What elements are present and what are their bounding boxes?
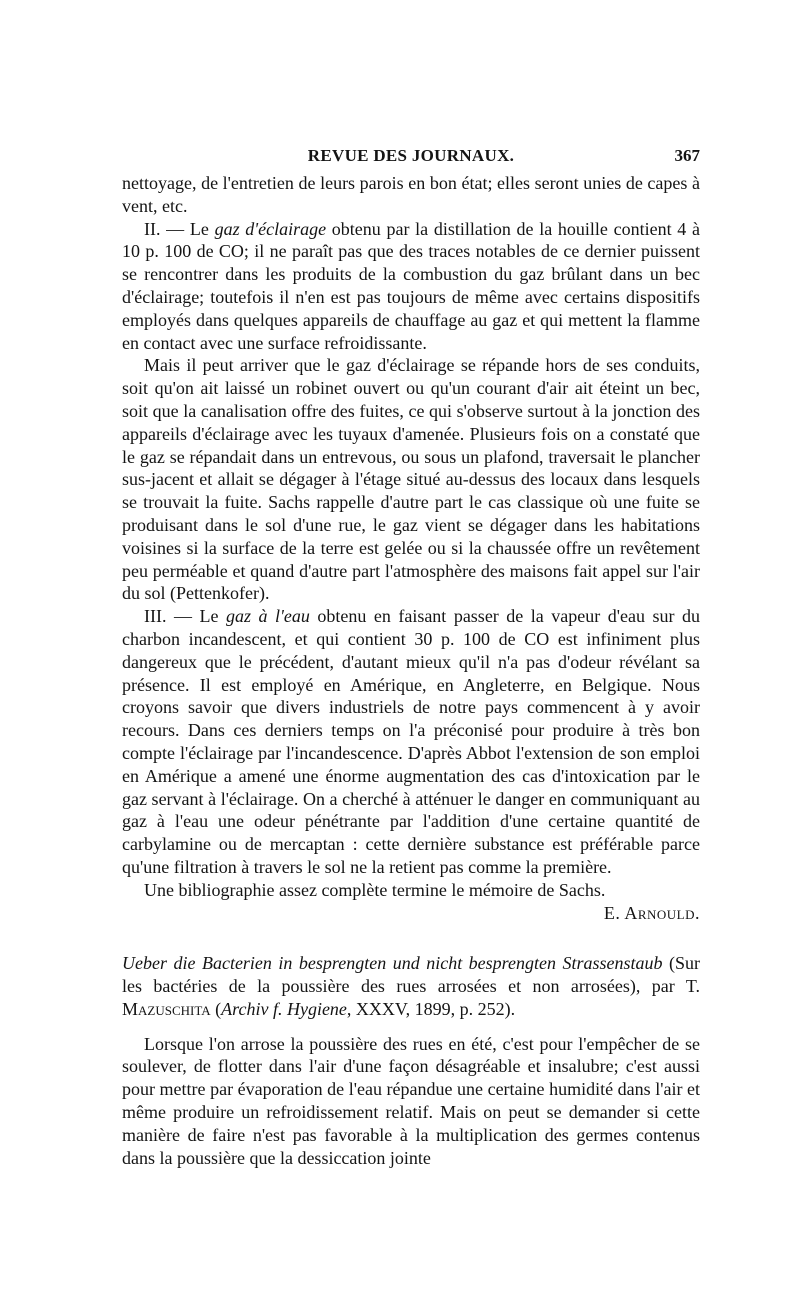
citation-details: , XXXV, 1899, p. 252). [346, 998, 516, 1019]
term-gaz-eclairage: gaz d'éclairage [214, 218, 327, 239]
paragraph-fuites: Mais il peut arriver que le gaz d'éclairage se répande hors de ses conduits, soit qu'on ait laissé un robinet ouvert ou qu'un courant d'air ait éteint un bec, soit que la canalisation offre des fuites, ce qui s'observe surtout à la jonction des appareils d'éclairage avec les tuyaux d'amenée. Plusieurs fois on a constaté que le gaz se répandait dans un entrevous, ou sous un plafond, traversait le plancher sus-jacent et allait se dégager à l'étage situé au-dessus des locaux dans lesquels se trouvait la fuite. Sachs rappelle d'autre part le cas classique où une fuite se produisant dans le sol d'une rue, le gaz vient se dégager dans les habitations voisines si la surface de la terre est gelée ou si la chaussée offre un revêtement peu perméable et quand d'autre part l'atmosphère des maisons fait appel sur l'air du sol (Pettenkofer). [122, 355, 700, 604]
paragraph-continuation: nettoyage, de l'entretien de leurs parois en bon état; elles seront unies de capes à vent, etc. [122, 173, 700, 216]
citation-open: ( [210, 998, 222, 1019]
paragraph-text: obtenu par la distillation de la houille contient 4 à 10 p. 100 de CO; il ne paraît pas que des traces notables de ce dernier puissent se rencontrer dans les produits de la combustion du gaz brûlant dans un bec d'éclairage; toutefois il n'en est pas toujours de même avec certains dispositifs employés dans quelques appareils de chauffage au gaz et qui mettent la flamme en contact avec une surface refroidissante. [122, 218, 700, 353]
page-number: 367 [674, 146, 700, 165]
article-author: Mazuschita [122, 998, 211, 1019]
running-header [122, 146, 700, 170]
journal-name: Archiv f. Hygiene [221, 998, 347, 1019]
article-title: Ueber die Bacterien in besprengten und nicht besprengten Strassenstaub [122, 953, 663, 974]
section-spacer [122, 924, 700, 952]
article-title-translation: (Sur les bactéries de la poussière des rues arrosées et non arrosées), par T. [122, 953, 700, 997]
paragraph-gaz-eau [122, 605, 700, 879]
paragraph-arrosage: Lorsque l'on arrose la poussière des rues en été, c'est pour l'empêcher de se soulever, de flotter dans l'air d'une façon désagréable et insalubre; c'est aussi pour mettre par évaporation de l'eau répandue une certaine humidité dans l'air et même produire un refroidissement relatif. Mais on peut se demander si cette manière de faire n'est pas favorable à la multiplication des germes contenus dans la poussière que la dessiccation jointe [122, 1033, 700, 1168]
author-signature: E. Arnould. [603, 902, 700, 923]
paragraph-text: obtenu en faisant passer de la vapeur d'eau sur du charbon incandescent, et qui contient 30 p. 100 de CO est infiniment plus dangereux que le précédent, d'autant mieux qu'il n'a pas d'odeur révélant sa présence. Il est employé en Amérique, en Angleterre, en Belgique. Nous croyons savoir que divers industriels de notre pays commencent à y avoir recours. Dans ces derniers temps on l'a préconisé pour produire à très bon compte l'éclairage par l'incandescence. D'après Abbot l'extension de son emploi en Amérique a amené une énorme augmentation des cas d'intoxication par le gaz servant à l'éclairage. On a cherché à atténuer le danger en communiquant au gaz à l'eau une odeur pénétrante par l'addition d'une certaine quantité de carbylamine ou de mercaptan : cette dernière substance est préférable parce qu'une filtration à travers le sol ne la retient pas comme la première. [122, 606, 700, 877]
term-gaz-eau: gaz à l'eau [225, 606, 310, 627]
section-number-ii: II. — Le [144, 218, 215, 239]
paragraph-bibliographie: Une bibliographie assez complète termine le mémoire de Sachs. [144, 879, 606, 900]
paragraph-gaz-eclairage [122, 218, 700, 355]
page-body [122, 172, 700, 1169]
article-heading [122, 952, 700, 1020]
running-title: REVUE DES JOURNAUX. [307, 146, 515, 165]
heading-spacer [122, 1021, 700, 1033]
section-number-iii: III. — Le [144, 606, 226, 627]
